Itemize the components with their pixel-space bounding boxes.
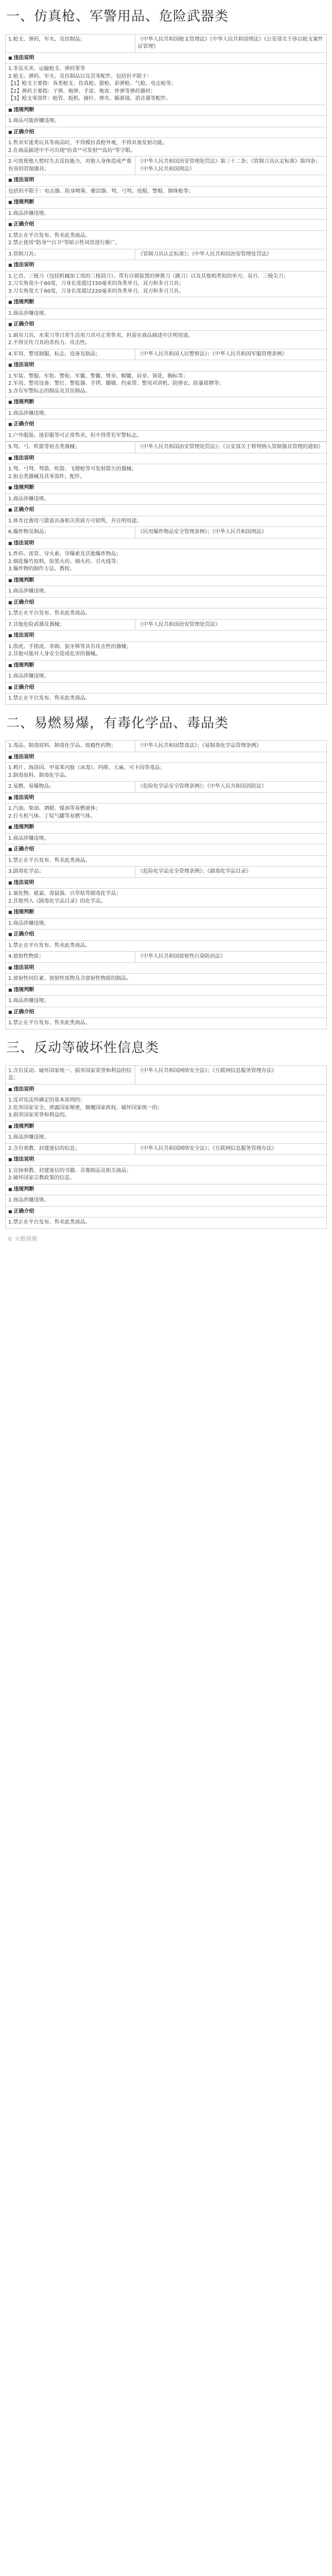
table-row — [6, 297, 327, 309]
table-row — [6, 741, 327, 752]
description-line: 2.其他可能对人身安全造成危害的器械。 — [8, 651, 101, 657]
subsection-label: ■ 违规判断 — [6, 575, 327, 586]
table-row — [6, 219, 327, 231]
description-line: 【2】弹药主要指：子弹、炮弹、手雷、地雷、炸弹等弹药器材； — [8, 88, 156, 94]
table-row — [6, 792, 327, 804]
table-row — [6, 889, 327, 907]
legal-basis-cell: 《中华人民共和国枪支管理法》《中华人民共和国刑法》《公安部关于涉以枪支案件证管理》 — [135, 34, 326, 53]
description-line: 2.烟花爆竹原料，如黑火药、烟火药、引火线等； — [8, 558, 121, 565]
subsection-label: ■ 违规判断 — [6, 907, 327, 919]
subsection-label: ■ 正确介绍 — [6, 929, 327, 941]
subsection-label: ■ 违法说明 — [6, 792, 327, 804]
description-cell — [6, 408, 327, 419]
table-row — [6, 419, 327, 431]
legal-basis-cell: 《中华人民共和国网络安全法》；《互联网信息服务管理办法》 — [135, 1065, 326, 1084]
subsection-label: ■ 正确介绍 — [6, 219, 327, 231]
description-line: 1.禁止在平台发布、售卖此类商品。 — [8, 942, 91, 948]
description-line: 1.炸药、雷管、导火索、导爆索及其他爆炸物品； — [8, 551, 121, 557]
description-line: 2.刀尖角度小于60度，刀身长度超过150毫米的各类单刃、双刃和多刃刀具； — [8, 281, 184, 287]
description-cell — [6, 889, 327, 907]
description-cell — [6, 833, 327, 844]
item-name-cell: 3.管制刀具； — [6, 249, 135, 260]
description-cell — [6, 230, 327, 249]
description-line: 2.禁止使用"防身""自卫"等暗示性词语进行推广。 — [8, 240, 120, 246]
description-line: 1.体育比赛用弓箭需具备相关资质方可销售，并注明用途。 — [8, 518, 142, 524]
description-cell — [6, 308, 327, 319]
description-line: 1.非法买卖、运输枪支、弹药罪等 — [8, 66, 85, 72]
table-row — [6, 1095, 327, 1122]
description-line: 1.售卖军迷类玩具等商品时，不得模仿真枪外观，不得具备发射功能。 — [8, 140, 168, 146]
section-3-title: 三、反动等破坏性信息类 — [6, 1040, 160, 1056]
table-row — [6, 844, 327, 856]
description-line: 1.反对宪法所确定的基本原则的； — [8, 1097, 85, 1104]
table-row — [6, 319, 327, 331]
subsection-label: ■ 违规判断 — [6, 483, 327, 494]
table-row — [6, 782, 327, 793]
subsection-label: ■ 正确介绍 — [6, 419, 327, 431]
description-cell — [6, 586, 327, 598]
table-row — [6, 918, 327, 929]
description-line: 1.厨房刀具、水果刀等日常生活用刀具可正常售卖，但需在商品描述中注明用途。 — [8, 332, 194, 338]
description-line: 【1】枪支主要指：各类枪支、仿真枪、猎枪、彩弹枪、气枪、电击枪等； — [8, 81, 177, 87]
subsection-label: ■ 违规判断 — [6, 1184, 327, 1195]
section-2-title: 二、易燃易爆，有毒化学品、毒品类 — [6, 715, 229, 731]
subsection-label: ■ 违法说明 — [6, 53, 327, 64]
table-row — [6, 1195, 327, 1207]
description-cell — [6, 64, 327, 105]
description-cell — [6, 996, 327, 1007]
description-line: 1.鸦片、海洛因、甲基苯丙胺（冰毒）、吗啡、大麻、可卡因等毒品； — [8, 765, 165, 771]
table-row — [6, 527, 327, 538]
table-row — [6, 833, 327, 844]
subsection-label: ■ 违法说明 — [6, 260, 327, 272]
table-row — [6, 464, 327, 483]
subsection-label: ■ 正确介绍 — [6, 505, 327, 516]
table-row — [6, 330, 327, 349]
table-row — [6, 397, 327, 409]
table-row — [6, 408, 327, 419]
legal-basis-cell: 《危险化学品安全管理条例》；《中华人民共和国消防法》 — [135, 782, 326, 793]
item-name-cell: 3.剧毒化学品； — [6, 867, 135, 878]
table-row — [6, 1165, 327, 1184]
table-row — [6, 929, 327, 941]
legal-basis-cell: 《民用爆炸物品安全管理条例》；《中华人民共和国刑法》 — [135, 527, 326, 538]
table-row — [6, 1143, 327, 1155]
table-row — [6, 538, 327, 549]
table-row — [6, 349, 327, 360]
description-line: 1.商品涉嫌违规。 — [8, 410, 49, 416]
table-row — [6, 1184, 327, 1195]
legal-basis-cell: 《危险化学品安全管理条例》；《剧毒化学品目录》 — [135, 867, 326, 878]
section-1-title: 一、仿真枪、军警用品、危险武器类 — [6, 9, 229, 24]
description-line: 包括但不限于：电击器、防身喷雾、催泪器、弩、弓弩、甩棍、警棍、钢珠枪等； — [8, 188, 194, 194]
table-row — [6, 877, 327, 889]
table-row — [6, 483, 327, 494]
description-line: 2.危害国家安全，泄露国家秘密，颠覆国家政权，破坏国家统一的； — [8, 1105, 163, 1111]
item-name-cell: 2.含有邪教、封建迷信的信息； — [6, 1143, 135, 1155]
subsection-label: ■ 正确介绍 — [6, 127, 327, 138]
legal-basis-cell: 《中华人民共和国人民警察法》；《中华人民共和国军服管理条例》 — [135, 349, 326, 360]
legal-basis-cell: 《管制刀具认定标准》；《中华人民共和国治安管理处罚法》 — [135, 249, 326, 260]
table-row — [6, 822, 327, 834]
table-row — [6, 985, 327, 996]
table-row — [6, 641, 327, 660]
table-row — [6, 453, 327, 464]
item-name-cell: 1.枪支、弹药，军火、及仿制品； — [6, 34, 135, 53]
subsection-label: ■ 违规判断 — [6, 105, 327, 116]
table-row — [6, 260, 327, 272]
description-line: 2.打火机气体、丁烷气罐等易燃气体。 — [8, 813, 96, 819]
table-row — [6, 804, 327, 822]
table-row — [6, 1206, 327, 1217]
description-line: 3.含有军警标志的制品及其仿制品。 — [8, 388, 91, 394]
table-row — [6, 249, 327, 260]
description-line: 3.损害国家荣誉和利益的。 — [8, 1112, 70, 1118]
table-row — [6, 575, 327, 586]
description-line: 2.军用、警用设备：警灯、警报器、手铐、脚镣、约束带、警用对讲机、防弹衣、防暴盾牌等； — [8, 381, 224, 387]
description-cell — [6, 671, 327, 683]
description-cell — [6, 549, 327, 575]
table-row — [6, 271, 327, 297]
item-name-cell: 4.军用、警用制服、标志、设备及制品； — [6, 349, 135, 360]
description-line: 1.商品涉嫌违规。 — [8, 496, 49, 502]
legal-basis-cell: 《中华人民共和国放射性污染防治法》 — [135, 952, 326, 963]
description-line: 1.氰化物、砒霜、毒鼠强、百草枯等剧毒化学品； — [8, 891, 121, 897]
section-1b-table — [5, 442, 327, 705]
subsection-label: ■ 违规判断 — [6, 297, 327, 309]
subsection-label: ■ 违法说明 — [6, 877, 327, 889]
description-cell — [6, 371, 327, 397]
description-line: 【3】枪支零部件：枪管、扳机、撞针、弹夹、瞄准镜、消音器等配件。 — [8, 96, 171, 102]
subsection-label: ■ 正确介绍 — [6, 1007, 327, 1018]
description-line: 2.不得宣传刀具的杀伤力、攻击性。 — [8, 340, 91, 346]
table-row — [6, 157, 327, 175]
description-cell — [6, 1132, 327, 1144]
subsection-label: ■ 违法说明 — [6, 631, 327, 642]
subsection-label: ■ 正确介绍 — [6, 844, 327, 856]
table-row — [6, 1065, 327, 1084]
legal-basis-cell: 《中华人民共和国治安管理处罚法》；《公安部关于将弩纳入管制器具管理的通知》 — [135, 442, 326, 453]
description-cell — [6, 208, 327, 219]
description-cell — [6, 974, 327, 985]
description-line: 1.宣扬邪教、封建迷信的书籍、音像制品及相关商品； — [8, 1167, 132, 1174]
description-cell — [6, 271, 327, 297]
document-page — [5, 0, 327, 1253]
description-line: 1.禁止在平台发布、售卖此类商品。 — [8, 857, 91, 863]
table-row — [6, 619, 327, 631]
description-line: 1.商品涉嫌违规。 — [8, 1134, 49, 1141]
table-row — [6, 682, 327, 693]
table-row — [6, 516, 327, 527]
description-cell — [6, 516, 327, 527]
description-line: 1.军装、警服、军衔、警衔、军徽、警徽、臂章、帽徽、肩章、领花、胸标等； — [8, 373, 188, 379]
item-name-cell: 2.易燃、易爆物品； — [6, 782, 135, 793]
table-row — [6, 763, 327, 782]
item-name-cell: 7.其他危险武器及器械； — [6, 619, 135, 631]
description-line: 1.商品涉嫌违规。 — [8, 210, 49, 216]
subsection-label: ■ 违法说明 — [6, 1155, 327, 1166]
section-1-table — [5, 34, 327, 442]
description-line: 2.破坏国家宗教政策的信息。 — [8, 1175, 75, 1181]
description-cell — [6, 330, 327, 349]
legal-basis-cell: 《中华人民共和国治安管理处罚法》 — [135, 619, 326, 631]
table-row — [6, 505, 327, 516]
section-2-table — [5, 740, 327, 1029]
table-row — [6, 907, 327, 919]
table-row — [6, 34, 327, 53]
footer-credit: © 火眼视频 — [7, 1235, 38, 1242]
table-row — [6, 952, 327, 963]
subsection-label: ■ 违规判断 — [6, 660, 327, 671]
table-row — [6, 597, 327, 608]
description-line: 1.禁止在平台发布、售卖此类商品。 — [8, 696, 91, 702]
subsection-label: ■ 违法说明 — [6, 752, 327, 763]
table-row — [6, 230, 327, 249]
description-cell — [6, 186, 327, 197]
description-cell — [6, 494, 327, 505]
item-name-cell: 4.放射性物质； — [6, 952, 135, 963]
table-row — [6, 371, 327, 397]
description-line: 1.弩、弓弩、弩箭、吹箭、飞镖枪等可发射箭矢的器械； — [8, 466, 137, 472]
description-line: 1.禁止在平台发布、售卖此类商品。 — [8, 611, 91, 617]
description-cell — [6, 1018, 327, 1029]
subsection-label: ■ 违规判断 — [6, 197, 327, 209]
description-line: 1.商品涉嫌违规。 — [8, 673, 49, 680]
description-cell — [6, 918, 327, 929]
description-cell — [6, 855, 327, 867]
description-line: 1.禁止在平台发布、售卖此类商品。 — [8, 1020, 91, 1026]
description-cell — [6, 804, 327, 822]
table-row — [6, 360, 327, 371]
subsection-label: ■ 违规判断 — [6, 1121, 327, 1132]
table-row — [6, 996, 327, 1007]
item-name-cell: 2.可致使他人暂时失去反抗能力，对他人身体造成严重伤害的管制器具； — [6, 157, 135, 175]
table-row — [6, 64, 327, 105]
description-line: 1.禁止在平台发布、售卖此类商品。 — [8, 1219, 91, 1226]
description-line: 1.商品涉嫌违规。 — [8, 998, 49, 1004]
subsection-label: ■ 违法说明 — [6, 175, 327, 187]
table-row — [6, 430, 327, 442]
table-row — [6, 105, 327, 116]
table-row — [6, 308, 327, 319]
item-name-cell: 1.毒品、制毒原料、制毒化学品、致瘾性药物； — [6, 741, 135, 752]
description-line: 2.其他列入《剧毒化学品目录》的化学品。 — [8, 898, 106, 904]
description-cell — [6, 641, 327, 660]
description-line: 1.禁止在平台发布、售卖此类商品。 — [8, 232, 91, 239]
table-row — [6, 1217, 327, 1229]
description-cell — [6, 763, 327, 782]
legal-basis-cell: 《中华人民共和国禁毒法》；《易制毒化学品管理条例》 — [135, 741, 326, 752]
subsection-label: ■ 违规判断 — [6, 985, 327, 996]
subsection-label: ■ 违法说明 — [6, 360, 327, 371]
description-cell — [6, 693, 327, 705]
description-line: 2.在商品描述中不可出现"仿真""可发射""高仿"等字眼。 — [8, 147, 136, 154]
table-row — [6, 138, 327, 157]
description-line: 1.汽油、柴油、酒精、煤油等易燃液体； — [8, 806, 101, 812]
description-line: 1.商品涉嫌违规。 — [8, 1197, 49, 1204]
subsection-label: ■ 正确介绍 — [6, 597, 327, 608]
table-row — [6, 53, 327, 64]
table-row — [6, 186, 327, 197]
description-cell — [6, 116, 327, 127]
table-row — [6, 1018, 327, 1029]
table-row — [6, 693, 327, 705]
description-line: 1.匕首、三棱刀（包括机械加工用的三棱刮刀）、带有自锁装置的弹簧刀（跳刀）以及其他相类似的单刃、双刃、三棱尖刀； — [8, 273, 289, 279]
table-row — [6, 1007, 327, 1018]
table-row — [6, 855, 327, 867]
table-row — [6, 660, 327, 671]
table-row — [6, 442, 327, 453]
subsection-label: ■ 违规判断 — [6, 397, 327, 409]
table-row — [6, 127, 327, 138]
description-line: 1.户外服装、迷彩服等可正常售卖，但不得带有军警标志。 — [8, 432, 142, 438]
table-row — [6, 608, 327, 620]
description-line: 1.商品涉嫌违规。 — [8, 835, 49, 841]
description-cell — [6, 1195, 327, 1207]
table-row — [6, 1132, 327, 1144]
description-line: 3.爆炸物的制作方法、教程。 — [8, 566, 75, 572]
description-cell — [6, 138, 327, 157]
description-line: 1.商品涉嫌违规。 — [8, 588, 49, 595]
item-name-cell: 5.弩、弓、吹箭等射击类器械； — [6, 442, 135, 453]
table-row — [6, 549, 327, 575]
description-cell — [6, 430, 327, 442]
description-cell — [6, 608, 327, 620]
table-row — [6, 1121, 327, 1132]
description-cell — [6, 940, 327, 952]
description-line: 1.商品可能涉嫌违规。 — [8, 118, 60, 124]
subsection-label: ■ 违法说明 — [6, 962, 327, 974]
description-line: 2.枪支、弹药、军火、及仿制品以及其零配件，包括但不限于： — [8, 73, 152, 79]
subsection-label: ■ 违规判断 — [6, 822, 327, 834]
description-cell — [6, 1165, 327, 1184]
description-line: 3.刀尖角度大于60度，刀身长度超过220毫米的各类单刃、双刃和多刃刀具。 — [8, 288, 184, 294]
description-line: 1.商品涉嫌违规。 — [8, 920, 49, 926]
description-line: 1.指虎、手指虎、拳刺、狼牙棒等具有攻击性的器械； — [8, 643, 132, 650]
description-cell — [6, 1217, 327, 1229]
description-line: 1.商品涉嫌违规。 — [8, 310, 49, 316]
table-row — [6, 116, 327, 127]
table-row — [6, 867, 327, 878]
item-name-cell: 6.爆炸物及制品； — [6, 527, 135, 538]
description-line: 2.制毒原料、制毒化学品。 — [8, 772, 70, 778]
table-row — [6, 631, 327, 642]
table-row — [6, 671, 327, 683]
table-row — [6, 962, 327, 974]
table-row — [6, 1155, 327, 1166]
subsection-label: ■ 违法说明 — [6, 453, 327, 464]
subsection-label: ■ 正确介绍 — [6, 319, 327, 331]
section-3-table — [5, 1065, 327, 1229]
description-line: 2.射击类器械及其零部件、配件。 — [8, 473, 85, 480]
table-row — [6, 940, 327, 952]
table-row — [6, 175, 327, 187]
description-line: 1.放射性同位素、放射性废物及含放射性物质的制品。 — [8, 976, 132, 982]
table-row — [6, 974, 327, 985]
item-name-cell: 1.含有反动、破坏国家统一、损害国家荣誉和利益的信息； — [6, 1065, 135, 1084]
table-row — [6, 208, 327, 219]
table-row — [6, 586, 327, 598]
description-cell — [6, 1095, 327, 1122]
subsection-label: ■ 违法说明 — [6, 1084, 327, 1095]
table-row — [6, 1084, 327, 1095]
subsection-label: ■ 正确介绍 — [6, 1206, 327, 1217]
table-row — [6, 494, 327, 505]
subsection-label: ■ 违法说明 — [6, 538, 327, 549]
legal-basis-cell: 《中华人民共和国网络安全法》；《互联网信息服务管理办法》 — [135, 1143, 326, 1155]
description-cell — [6, 464, 327, 483]
subsection-label: ■ 正确介绍 — [6, 682, 327, 693]
table-row — [6, 752, 327, 763]
table-row — [6, 197, 327, 209]
legal-basis-cell: 《中华人民共和国治安管理处罚法》第三十二条；《管制刀具认定标准》第四条；《中华人民共和国刑法》 — [135, 157, 326, 175]
